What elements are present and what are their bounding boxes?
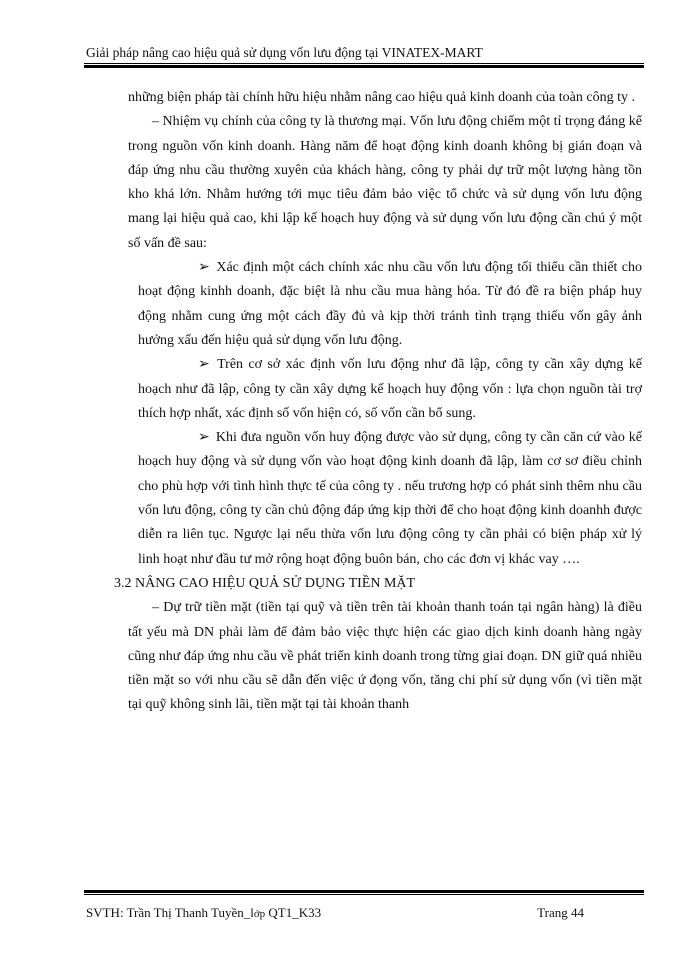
bullet-item-2 — [128, 353, 642, 426]
section-heading: 3.2 NÂNG CAO HIỆU QUẢ SỬ DỤNG TIỀN MẶT — [114, 575, 416, 591]
paragraph-main-task: – Nhiệm vụ chính của công ty là thương mại. Vốn lưu động chiếm một tỉ trọng đáng kể trong nguồn vốn kinh doanh. Hàng năm để hoạt động kinh doanh không bị gián đoạn và đáp ứng nhu cầu thường xuyên của khách hàng, công ty phải dự trữ một lượng hàng tồn kho khá lớn. Nhằm hướng tới mục tiêu đảm bảo việc tổ chức và sử dụng vốn lưu động mang lại hiệu quả cao, khi lập kế hoạch huy động và sử dụng vốn lưu động cần chú ý một số vấn đề sau: — [128, 114, 642, 251]
footer-rule-thin — [84, 894, 644, 895]
footer-author-suffix: QT1_K33 — [265, 905, 322, 920]
page-header — [84, 44, 644, 68]
header-title: Giải pháp nâng cao hiệu quả sử dụng vốn lưu động tại VINATEX-MART — [86, 45, 483, 60]
bullet-item-1 — [128, 256, 642, 353]
bullet-item-3 — [128, 426, 642, 572]
header-rule-thin — [84, 63, 644, 64]
footer-rule-thick — [84, 890, 644, 893]
body-content — [114, 86, 642, 718]
arrow-bullet-icon: ➢ — [198, 260, 210, 276]
page-footer — [84, 890, 644, 923]
footer-row — [84, 904, 644, 923]
footer-page-number: Trang 44 — [537, 905, 584, 920]
arrow-bullet-icon: ➢ — [198, 430, 210, 446]
bullet-text-3: Khi đưa nguồn vốn huy động được vào sử dụng, công ty cần căn cứ vào kế hoạch huy động và sử dụng vốn vào hoạt động kinh doanh đã lập, làm cơ sơ điều chỉnh cho phù hợp với tình hình thực tế của công ty . nếu trương hợp có phát sinh thêm nhu cầu vốn lưu động, công ty cần chủ động đáp ứng kịp thời để cho hoạt động kinh doanhh được diễn ra liên tục. Ngược lại nếu thừa vốn lưu động công ty cần phải có biện pháp xử lý linh hoạt như đầu tư mở rộng hoạt động buôn bán, cho các đơn vị khác vay …. — [138, 430, 642, 567]
paragraph-intro: những biện pháp tài chính hữu hiệu nhằm nâng cao hiệu quả kinh doanh của toàn công ty . — [128, 90, 635, 105]
header-rule-thick — [84, 65, 644, 68]
footer-author — [86, 904, 321, 923]
arrow-bullet-icon: ➢ — [198, 357, 210, 373]
footer-author-prefix: SVTH: Trần Thị Thanh Tuyền_l — [86, 905, 254, 920]
paragraph-cash-reserve: – Dự trữ tiền mặt (tiền tại quỹ và tiền trên tài khoản thanh toán tại ngân hàng) là điều tất yếu mà DN phải làm để đảm bảo việc thực hiện các giao dịch kinh doanh hàng ngày cũng như đáp ứng nhu cầu về phát triển kinh doanh trong từng giai đoạn. DN giữ quá nhiều tiền mặt so với nhu cầu sẽ dẫn đến việc ứ đọng vốn, tăng chi phí sử dụng vốn (vì tiền mặt tại quỹ không sinh lãi, tiền mặt tại tài khoản thanh — [128, 600, 642, 713]
bullet-text-2: Trên cơ sở xác định vốn lưu động như đã lập, công ty cần xây dựng kế hoạch như đã lập, công ty cần xây dựng kế hoạch huy động vốn : lựa chọn nguồn tài trợ thích hợp nhất, xác định số vốn hiện có, số vốn cần bổ sung. — [138, 357, 642, 421]
bullet-text-1: Xác định một cách chính xác nhu cầu vốn lưu động tối thiểu cần thiết cho hoạt động kinhh doanh, đặc biệt là nhu cầu mua hàng hóa. Từ đó đề ra biện pháp huy động nhằm cung ứng một cách đầy đủ và kịp thời tránh tình trạng thiếu vốn gây ảnh hưởng xấu đến hiệu quả sử dụng vốn lưu động. — [138, 260, 642, 348]
footer-author-small: ớp — [253, 908, 266, 920]
